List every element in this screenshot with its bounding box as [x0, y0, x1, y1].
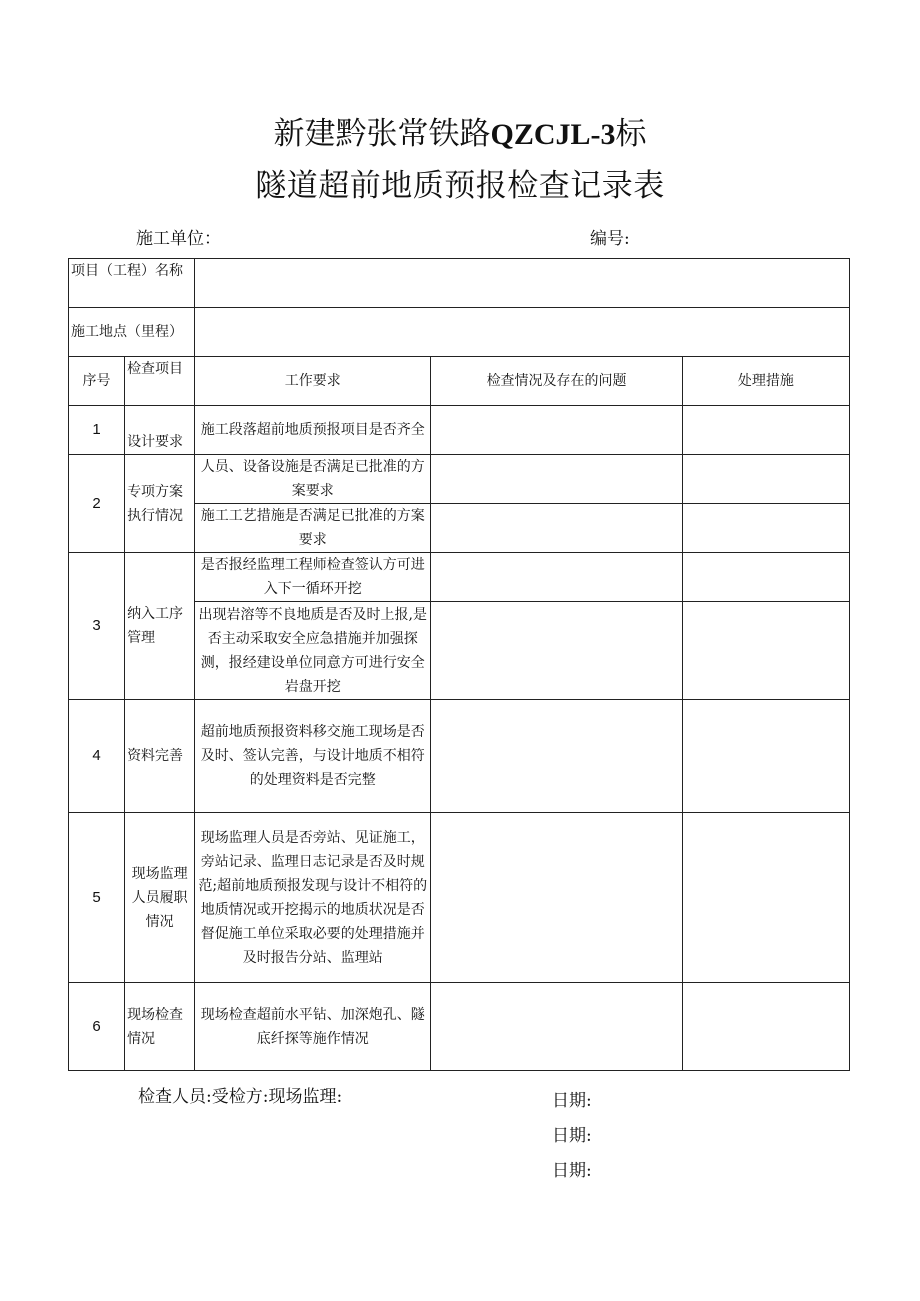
document-title-line1: [0, 108, 920, 153]
seq-cell: 1: [69, 406, 125, 455]
signers-line: 检查人员:受检方:现场监理:: [138, 1087, 343, 1107]
date-label-3: 日期:: [552, 1161, 592, 1181]
seq-cell: 6: [69, 983, 125, 1071]
requirement-cell: 现场检查超前水平钻、加深炮孔、隧底纤探等施作情况: [195, 983, 431, 1071]
seq-cell: 4: [69, 700, 125, 813]
measures-cell[interactable]: [682, 813, 849, 983]
header-findings: 检查情况及存在的问题: [431, 357, 682, 406]
requirement-cell: 超前地质预报资料移交施工现场是否及时、签认完善，与设计地质不相符的处理资料是否完整: [195, 700, 431, 813]
requirement-cell: 现场监理人员是否旁站、见证施工，旁站记录、监理日志记录是否及时规范;超前地质预报发现与设计不相符的地质情况或开挖揭示的地质状况是否督促施工单位采取必要的处理措施并及时报告分站、监理站: [195, 813, 431, 983]
title-prefix: 新建黔张常铁路: [273, 116, 491, 152]
findings-cell[interactable]: [431, 504, 682, 553]
header-seq: 序号: [69, 357, 125, 406]
header-item: 检查项目: [125, 357, 195, 406]
measures-cell[interactable]: [682, 700, 849, 813]
findings-cell[interactable]: [431, 602, 682, 700]
location-label: 施工地点（里程）: [69, 308, 195, 357]
requirement-cell: 是否报经监理工程师检查签认方可进入下一循环开挖: [195, 553, 431, 602]
seq-cell: 3: [69, 553, 125, 700]
requirement-cell: 出现岩溶等不良地质是否及时上报,是否主动采取安全应急措施并加强探测，报经建设单位同意方可进行安全岩盘开挖: [195, 602, 431, 700]
table-row: [69, 406, 850, 455]
item-cell: 专项方案执行情况: [125, 455, 195, 553]
findings-cell[interactable]: [431, 553, 682, 602]
table-row: [69, 553, 850, 602]
table-row: [69, 455, 850, 504]
findings-cell[interactable]: [431, 406, 682, 455]
measures-cell[interactable]: [682, 602, 849, 700]
header-measures: 处理措施: [682, 357, 849, 406]
title-code: QZCJL-3: [490, 118, 616, 151]
inspection-table: [68, 258, 850, 1071]
project-name-label: 项目（工程）名称: [69, 259, 195, 308]
header-row: [69, 357, 850, 406]
table-row: [69, 813, 850, 983]
seq-cell: 5: [69, 813, 125, 983]
findings-cell[interactable]: [431, 700, 682, 813]
measures-cell[interactable]: [682, 455, 849, 504]
construction-unit-label: 施工单位：: [136, 229, 221, 249]
document-title-line2: 隧道超前地质预报检查记录表: [255, 168, 665, 204]
requirement-cell: 施工工艺措施是否满足已批准的方案要求: [195, 504, 431, 553]
findings-cell[interactable]: [431, 983, 682, 1071]
item-cell: 资料完善: [125, 700, 195, 813]
location-value[interactable]: [195, 308, 850, 357]
number-label: 编号:: [590, 229, 630, 249]
title-suffix: 标: [615, 116, 647, 152]
measures-cell[interactable]: [682, 983, 849, 1071]
table-row: [69, 700, 850, 813]
measures-cell[interactable]: [682, 504, 849, 553]
date-label-1: 日期:: [552, 1091, 592, 1111]
item-cell: 现场检查情况: [125, 983, 195, 1071]
requirement-cell: 施工段落超前地质预报项目是否齐全: [195, 406, 431, 455]
table-row: [69, 983, 850, 1071]
project-name-row: [69, 259, 850, 308]
findings-cell[interactable]: [431, 455, 682, 504]
item-cell: 现场监理人员履职情况: [125, 813, 195, 983]
measures-cell[interactable]: [682, 553, 849, 602]
item-cell: 设计要求: [125, 406, 195, 455]
location-row: [69, 308, 850, 357]
requirement-cell: 人员、设备设施是否满足已批准的方案要求: [195, 455, 431, 504]
item-cell: 纳入工序管理: [125, 553, 195, 700]
project-name-value[interactable]: [195, 259, 850, 308]
header-requirement: 工作要求: [195, 357, 431, 406]
seq-cell: 2: [69, 455, 125, 553]
date-label-2: 日期:: [552, 1126, 592, 1146]
measures-cell[interactable]: [682, 406, 849, 455]
findings-cell[interactable]: [431, 813, 682, 983]
